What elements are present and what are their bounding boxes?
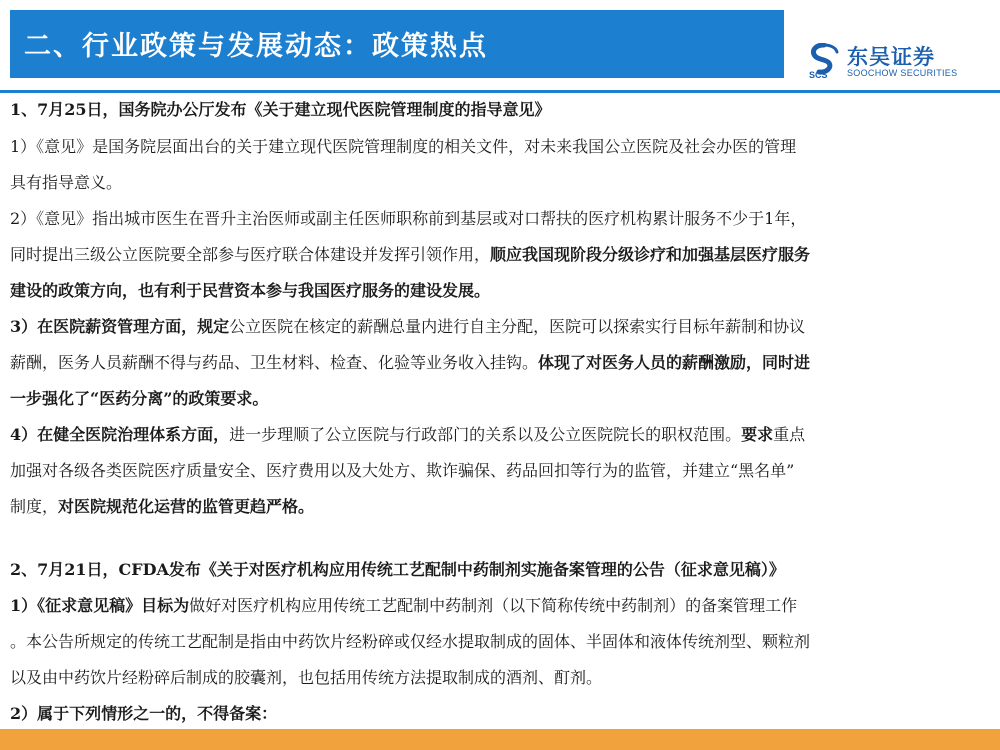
footer-bar	[0, 729, 1000, 750]
text-segment: 制度，	[10, 497, 59, 516]
text-segment: 2）《意见》指出城市医生在晋升主治医师或副主任医师职称前到基层或对口帮扶的医疗机构累计服务不少于1年，	[10, 209, 807, 228]
text-line	[10, 697, 992, 731]
logo-name-en: SOOCHOW SECURITIES	[847, 68, 958, 78]
text-line	[10, 454, 992, 488]
bold-text-segment: 顺应我国现阶段分级诊疗和加强基层医疗服务	[490, 245, 811, 264]
text-line	[10, 238, 992, 272]
text-line	[10, 310, 992, 344]
text-line	[10, 418, 992, 452]
bold-text-segment: 要求	[741, 425, 774, 444]
bold-text-segment: 2）属于下列情形之一的，不得备案：	[10, 704, 278, 723]
logo-name-cn: 东吴证券	[847, 45, 935, 69]
text-line	[10, 130, 992, 164]
page-title: 二、行业政策与发展动态：政策热点	[24, 31, 488, 62]
text-line	[10, 490, 992, 524]
text-line	[10, 274, 992, 308]
text-line	[10, 93, 992, 127]
text-segment: 1）《意见》是国务院层面出台的关于建立现代医院管理制度的相关文件，对未来我国公立医院及社会办医的管理	[10, 137, 797, 156]
text-segment: 公立医院在核定的薪酬总量内进行自主分配，医院可以探索实行目标年薪制和协议	[229, 317, 806, 336]
text-line	[10, 661, 992, 695]
logo-mark-text: SCS	[809, 70, 828, 79]
text-line	[10, 166, 992, 200]
bold-text-segment: 对医院规范化运营的监管更趋严格。	[58, 497, 315, 516]
text-segment: 具有指导意义。	[10, 173, 123, 192]
company-logo	[807, 43, 967, 83]
bold-text-segment: 2、7月21日，CFDA发布《关于对医疗机构应用传统工艺配制中药制剂实施备案管理的公告（征求意见稿）》	[10, 560, 785, 579]
title-bar	[10, 10, 784, 78]
text-line	[10, 382, 992, 416]
text-line	[10, 346, 992, 380]
text-segment: 以及由中药饮片经粉碎后制成的胶囊剂，也包括用传统方法提取制成的酒剂、酊剂。	[10, 668, 603, 687]
text-line	[10, 625, 992, 659]
text-segment: 。本公告所规定的传统工艺配制是指由中药饮片经粉碎或仅经水提取制成的固体、半固体和液体传统剂型、颗粒剂	[10, 632, 811, 651]
bold-text-segment: 建设的政策方向，也有利于民营资本参与我国医疗服务的建设发展。	[10, 281, 491, 300]
bold-text-segment: 1、7月25日，国务院办公厅发布《关于建立现代医院管理制度的指导意见》	[10, 100, 551, 119]
bold-text-segment: 体现了对医务人员的薪酬激励，同时进	[538, 353, 811, 372]
bold-text-segment: 一步强化了“医药分离”的政策要求。	[10, 389, 269, 408]
text-segment: 同时提出三级公立医院要全部参与医疗联合体建设并发挥引领作用，	[10, 245, 491, 264]
text-line	[10, 589, 992, 623]
text-line	[10, 202, 992, 236]
bold-text-segment: 3）在医院薪资管理方面，规定	[10, 317, 230, 336]
text-segment: 进一步理顺了公立医院与行政部门的关系以及公立医院院长的职权范围。	[229, 425, 742, 444]
text-segment: 薪酬，医务人员薪酬不得与药品、卫生材料、检查、化验等业务收入挂钩。	[10, 353, 539, 372]
text-line	[10, 553, 992, 587]
text-segment: 做好对医疗机构应用传统工艺配制中药制剂（以下简称传统中药制剂）的备案管理工作	[189, 596, 798, 615]
bold-text-segment: 4）在健全医院治理体系方面，	[10, 425, 230, 444]
bold-text-segment: 1）《征求意见稿》目标为	[10, 596, 190, 615]
text-segment: 重点	[773, 425, 806, 444]
text-segment: 加强对各级各类医院医疗质量安全、医疗费用以及大处方、欺诈骗保、药品回扣等行为的监管，并建立“黑名单”	[10, 461, 795, 480]
soochow-logo-icon	[807, 43, 841, 79]
